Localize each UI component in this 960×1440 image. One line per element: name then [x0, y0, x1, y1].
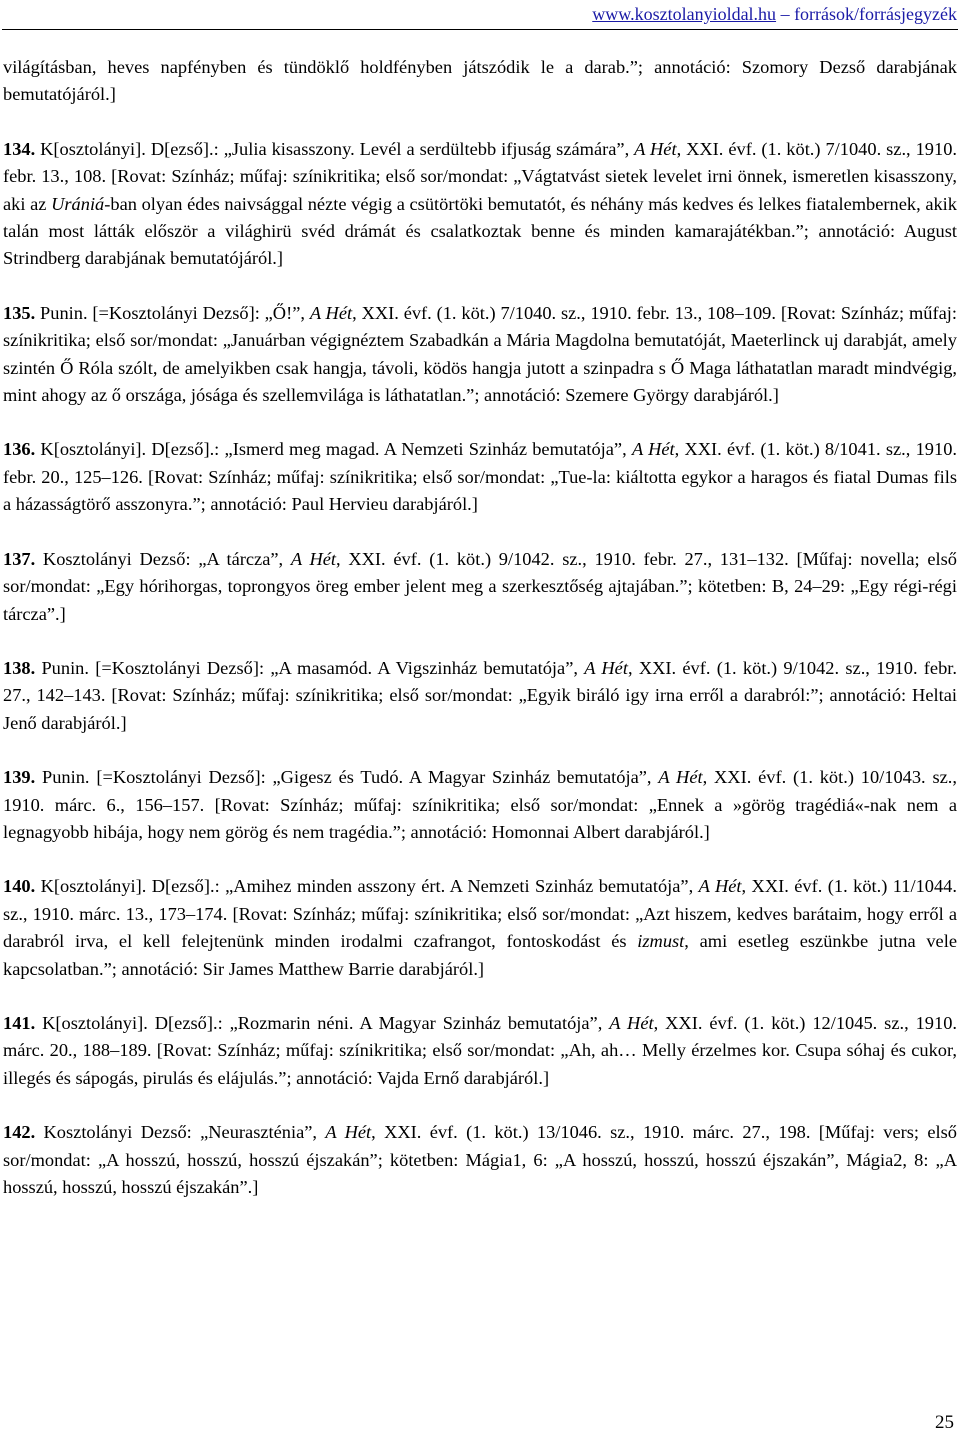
entry-number: 141.: [3, 1012, 36, 1033]
entry-text: , XXI. évf. (1. köt.) 7/1040. sz., 1910. febr. 13., 108–109. [Rovat: Színház; műfaj: színikritika; első sor/mondat: „Januárban végignéztem Szabadkán a Mária Magdolna bemutatóját, Maeterlinck uj darabját, amely szintén Ő Róla szólt, de amelyikben csak hangja, távoli, ködös hangja jutott a szinpadra s Ő Maga láthatatlan maradt mindvégig, mint ahogy az ő országa, jósága és szellemvilága is láthatatlan.”; annotáció: Szemere György darabjáról.]: [3, 302, 957, 406]
entry-number: 138.: [3, 657, 36, 678]
entry-text: , XXI. évf. (1. köt.) 9/1042. sz., 1910. febr. 27., 131–132. [Műfaj: novella; első sor/mondat: „Egy hórihorgas, toprongyos öreg ember jelent meg a szerkesztőség ajtajában.”; kötetben: B, 24–29: „Egy régi-régi tárcza”.]: [3, 548, 957, 624]
entry-list: [3, 136, 957, 1202]
entry-number: 134.: [3, 138, 36, 159]
entry-number: 140.: [3, 876, 36, 897]
bibliography-entry: [3, 873, 957, 983]
entry-number: 136.: [3, 439, 36, 460]
entry-text: , XXI. évf. (1. köt.) 10/1043. sz., 1910. márc. 6., 156–157. [Rovat: Színház; műfaj: színikritika; első sor/mondat: „Ennek a »görög tragédiá«-nak nem a legnagyobb hibája, hogy nem görög és nem tragédia.”; annotáció: Homonnai Albert darabjáról.]: [3, 767, 957, 842]
entry-text: Punin. [=Kosztolányi Dezső]: „A masamód. A Vigszinház bemutatója”,: [35, 657, 585, 678]
entry-text: Kosztolányi Dezső: „Neuraszténia”,: [35, 1122, 326, 1143]
bibliography-entry: [3, 300, 957, 410]
entry-italic: A Hét: [609, 1012, 654, 1033]
entry-text: K[osztolányi]. D[ezső].: „Julia kisasszony. Levél a serdültebb ifjuság számára”,: [35, 138, 635, 159]
entry-text: , XXI. évf. (1. köt.) 8/1041. sz., 1910. febr. 20., 125–126. [Rovat: Színház; műfaj: színikritika; első sor/mondat: „Tue-la: kiáltotta egykor a haragos és fiatal Dumas fils a házasságtörő asszonyra.”; annotáció: Paul Hervieu darabjáról.]: [3, 439, 957, 515]
page-header: [592, 4, 957, 24]
entry-italic: A Hét: [634, 138, 677, 159]
bibliography-entry: [3, 1010, 957, 1092]
entry-text: , XXI. évf. (1. köt.) 7/1040. sz., 1910. febr. 13., 108. [Rovat: Színház; műfaj: színikritika; első sor/mondat: „Vágtatvást sietek levelet irni önnek, ismeretlen kisasszony, aki az: [3, 138, 957, 214]
header-rule: [2, 29, 958, 30]
bibliography-entry: [3, 1119, 957, 1201]
header-section: – források/forrásjegyzék: [776, 4, 957, 24]
entry-italic: A Hét: [631, 439, 675, 460]
entry-text: , XXI. évf. (1. köt.) 13/1046. sz., 1910. márc. 27., 198. [Műfaj: vers; első sor/mondat: „A hosszú, hosszú, hosszú éjszakán”; kötetben: Mágia1, 6: „A hosszú, hosszú, hosszú éjszakán”, Mágia2, 8: „A hosszú, hosszú, hosszú éjszakán”.]: [3, 1122, 957, 1197]
entry-text: , XXI. évf. (1. köt.) 12/1045. sz., 1910. márc. 20., 188–189. [Rovat: Színház; műfaj: színikritika; első sor/mondat: „Ah, ah… Melly érzelmes kor. Csupa sóhaj és cukor, illegés és sápogás, pirulás és elájulás.”; annotáció: Vajda Ernő darabjáról.]: [3, 1012, 957, 1088]
entry-italic: A Hét: [584, 657, 628, 678]
entry-text: Kosztolányi Dezső: „A tárcza”,: [35, 548, 291, 569]
entry-text: K[osztolányi]. D[ezső].: „Ismerd meg magad. A Nemzeti Szinház bemutatója”,: [35, 439, 632, 460]
site-link[interactable]: www.kosztolanyioldal.hu: [592, 4, 777, 24]
entry-text: Punin. [=Kosztolányi Dezső]: „Gigesz és Tudó. A Magyar Szinház bemutatója”,: [35, 767, 659, 788]
bibliography-entry: [3, 436, 957, 518]
entry-text: Punin. [=Kosztolányi Dezső]: „Ő!”,: [35, 302, 310, 323]
entry-text: K[osztolányi]. D[ezső].: „Rozmarin néni. A Magyar Szinház bemutatója”,: [35, 1012, 610, 1033]
entry-italic: A Hét: [290, 548, 337, 569]
entry-italic: izmust: [637, 931, 685, 952]
page-number: 25: [935, 1412, 954, 1433]
entry-italic: A Hét: [698, 876, 742, 897]
entry-number: 137.: [3, 548, 36, 569]
entry-text: K[osztolányi]. D[ezső].: „Amihez minden asszony ért. A Nemzeti Szinház bemutatója”,: [35, 876, 699, 897]
bibliography-entry: [3, 136, 957, 273]
bibliography-content: [3, 54, 957, 1228]
entry-number: 139.: [3, 767, 36, 788]
entry-text: , ami esetleg eszünkbe jutna vele kapcsolatban.”; annotáció: Sir James Matthew Barrie darabjáról.]: [3, 931, 957, 979]
entry-italic: A Hét: [325, 1122, 372, 1143]
entry-text: , XXI. évf. (1. köt.) 11/1044. sz., 1910. márc. 13., 173–174. [Rovat: Színház; műfaj: színikritika; első sor/mondat: „Azt hiszem, kedves barátaim, hogy erről a darabról irva, el kell felejtenünk minden irodalmi czafrangot, fontoskodást és: [3, 876, 957, 952]
entry-number: 142.: [3, 1122, 36, 1143]
entry-text: , XXI. évf. (1. köt.) 9/1042. sz., 1910. febr. 27., 142–143. [Rovat: Színház; műfaj: színikritika; első sor/mondat: „Egyik biráló igy irna erről a darabról:”; annotáció: Heltai Jenő darabjáról.]: [3, 657, 957, 733]
entry-text: -ban olyan édes naivsággal nézte végig a csütörtöki bemutatót, és néhány más kedves és lelkes fiatalembernek, akik talán most látták először a világhirü svéd drámát és csalatkoztak benne és minden kamarajátékban.”; annotáció: August Strindberg darabjának bemutatójáról.]: [3, 193, 957, 269]
bibliography-entry: [3, 546, 957, 628]
bibliography-entry: [3, 764, 957, 846]
entry-italic: A Hét: [658, 767, 703, 788]
entry-italic: A Hét: [309, 302, 353, 323]
entry-number: 135.: [3, 302, 36, 323]
bibliography-entry: [3, 655, 957, 737]
entry-italic: Urániá: [51, 193, 105, 214]
continuation-text: világításban, heves napfényben és tündöklő holdfényben játszódik le a darab.”; annotáció: Szomory Dezső darabjának bemutatójáról.]: [3, 57, 957, 105]
